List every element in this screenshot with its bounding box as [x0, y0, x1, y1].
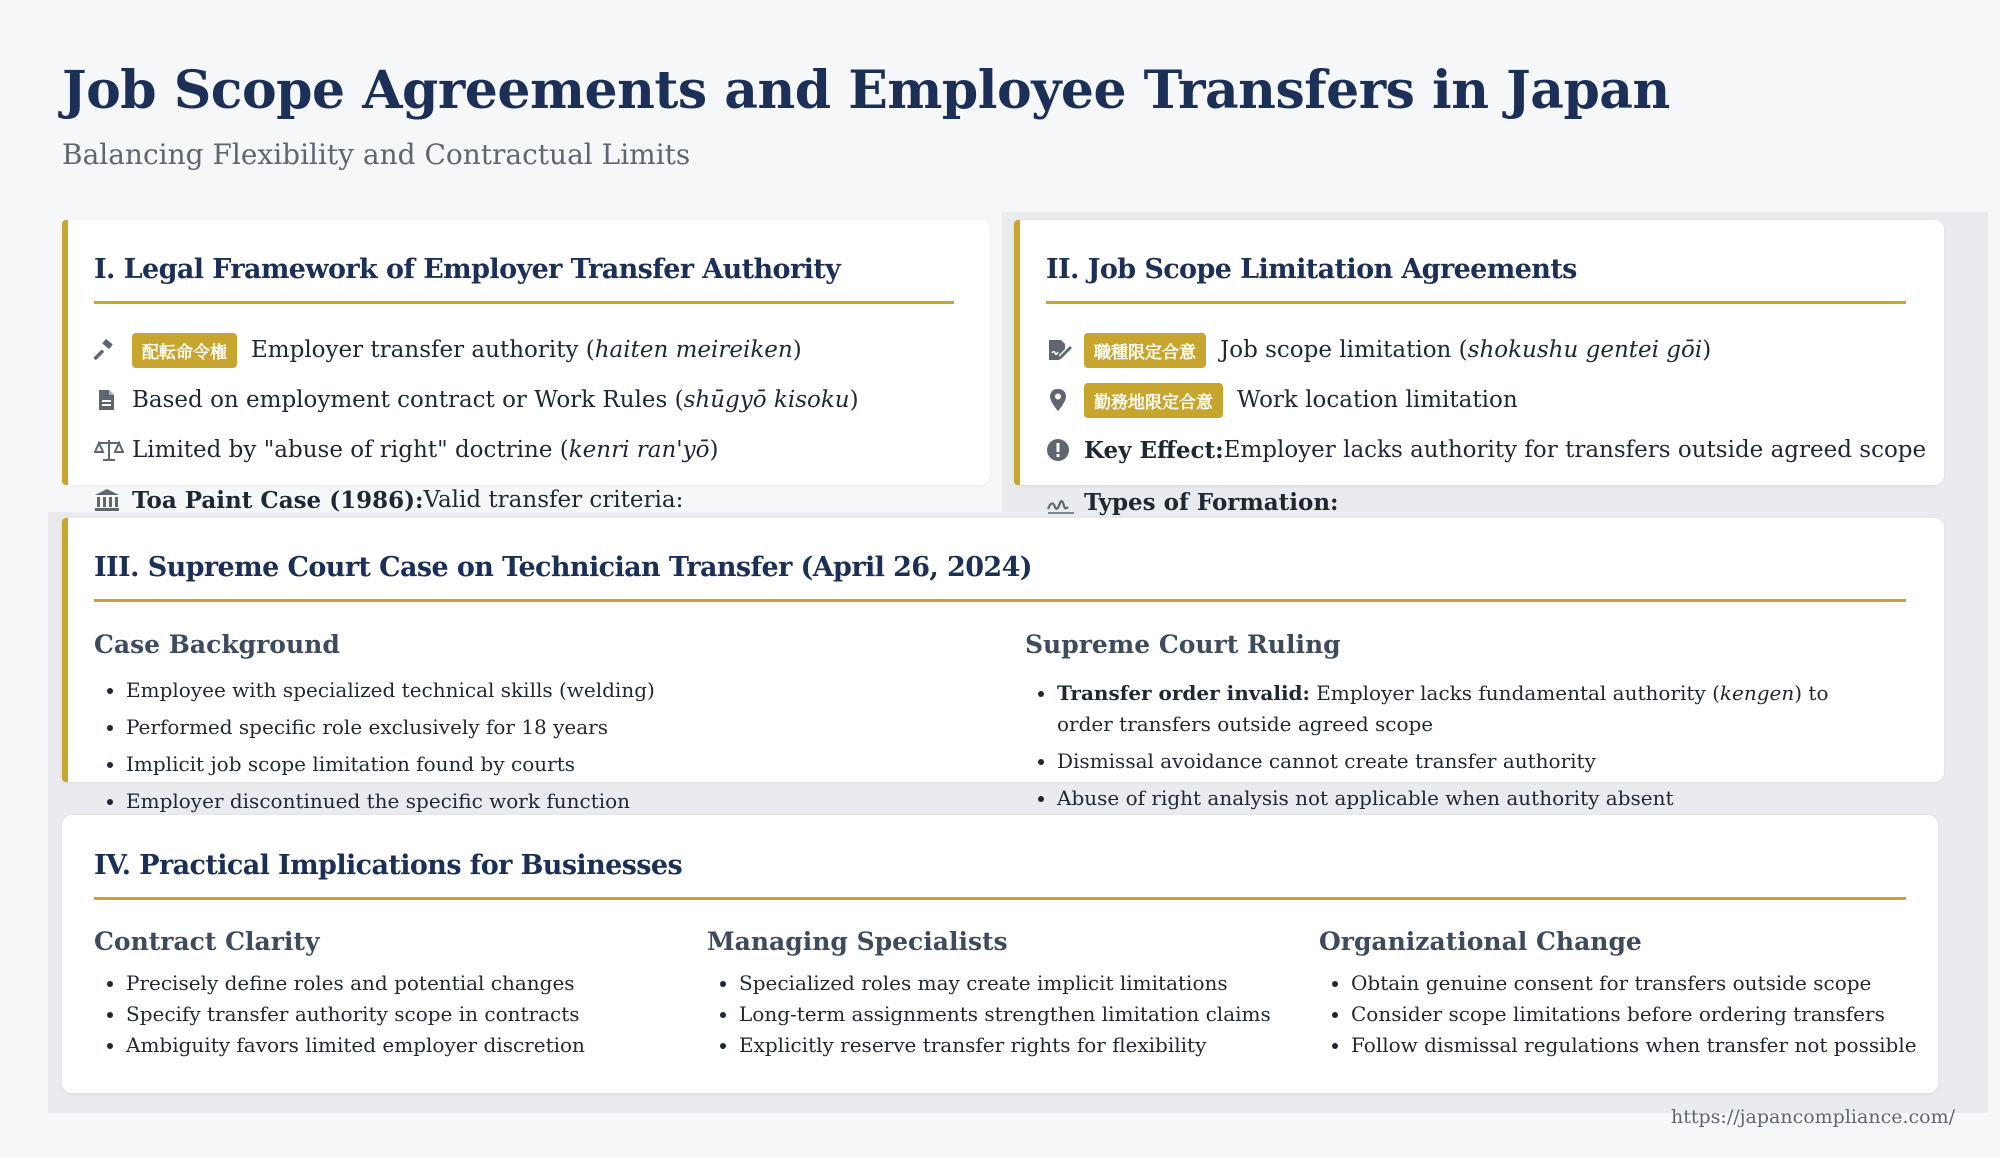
alert-icon	[1046, 438, 1070, 462]
legal-item-tail: )	[792, 337, 802, 363]
location-pin-icon	[1046, 388, 1070, 412]
section-job-scope-rule	[1046, 301, 1906, 304]
organizational-change-heading: Organizational Change	[1319, 927, 1642, 956]
gavel-icon	[94, 338, 118, 362]
list-item: • Implicit job scope limitation found by courts	[126, 752, 1006, 789]
legal-item-italic: shūgyō kisoku	[683, 387, 850, 413]
list-item: • Follow dismissal regulations when transfer not possible	[1351, 1030, 1971, 1061]
supreme-court-ruling-heading: Supreme Court Ruling	[1025, 630, 1341, 659]
section-practical-title: IV. Practical Implications for Businesses	[94, 850, 683, 881]
signature-icon	[1046, 490, 1070, 514]
scope-item-tail: )	[1702, 337, 1712, 363]
legal-item-tail: )	[709, 437, 719, 463]
footer-url-link[interactable]: https://japancompliance.com/	[1671, 1106, 1955, 1128]
list-item: • Dismissal avoidance cannot create transfer authority	[1057, 746, 1877, 777]
list-item: • Explicitly reserve transfer rights for flexibility	[739, 1030, 1339, 1061]
courthouse-icon	[94, 488, 118, 512]
legal-item-text: Valid transfer criteria:	[423, 487, 684, 513]
list-item: • Precisely define roles and potential changes	[126, 968, 716, 999]
legal-item-abuse-of-right	[94, 430, 718, 470]
list-item: • Specialized roles may create implicit limitations	[739, 968, 1339, 999]
document-icon	[94, 388, 118, 412]
scope-item-italic: shokushu gentei gōi	[1467, 337, 1703, 363]
section-supreme-court-title: III. Supreme Court Case on Technician Transfer (April 26, 2024)	[94, 552, 1032, 583]
legal-item-bold: Toa Paint Case (1986):	[132, 486, 424, 514]
section-job-scope-title: II. Job Scope Limitation Agreements	[1046, 254, 1577, 285]
ruling-bold: Transfer order invalid:	[1057, 681, 1310, 705]
managing-specialists-heading: Managing Specialists	[707, 927, 1008, 956]
legal-item-transfer-authority	[94, 330, 802, 370]
list-item: • Ambiguity favors limited employer discretion	[126, 1030, 716, 1061]
page-subtitle: Balancing Flexibility and Contractual Limits	[62, 138, 691, 171]
scope-item-text: Employer lacks authority for transfers outside agreed scope	[1223, 437, 1927, 463]
scope-item-job-limitation	[1046, 330, 1711, 370]
list-item: • Specify transfer authority scope in contracts	[126, 999, 716, 1030]
legal-item-text: Employer transfer authority (	[251, 337, 595, 363]
list-item	[1057, 678, 1877, 740]
legal-item-italic: haiten meireiken	[594, 337, 793, 363]
list-item: • Consider scope limitations before ordering transfers	[1351, 999, 1971, 1030]
badge-shokushu-gentei: 職種限定合意	[1084, 333, 1206, 368]
page-title: Job Scope Agreements and Employee Transfers in Japan	[62, 60, 1670, 121]
ruling-italic: kengen	[1719, 681, 1795, 705]
list-item: • Employer discontinued the specific work function	[126, 789, 1006, 826]
scope-item-text: Job scope limitation (	[1220, 337, 1468, 363]
managing-specialists-list	[707, 968, 1339, 1061]
scope-item-bold: Key Effect:	[1084, 436, 1224, 464]
legal-item-tail: )	[849, 387, 859, 413]
section-supreme-court-rule	[94, 599, 1906, 602]
scope-item-bold: Types of Formation:	[1084, 488, 1339, 516]
scope-item-text: Work location limitation	[1237, 387, 1518, 413]
organizational-change-list	[1319, 968, 1971, 1061]
list-item: • Abuse of right analysis not applicable when authority absent	[1057, 783, 1877, 814]
scale-icon	[94, 438, 118, 462]
legal-item-text: Limited by "abuse of right" doctrine (	[132, 437, 569, 463]
list-item: • Obtain genuine consent for transfers outside scope	[1351, 968, 1971, 999]
list-item: • Employee with specialized technical skills (welding)	[126, 678, 1006, 715]
badge-kinmuchi-gentei: 勤務地限定合意	[1084, 383, 1223, 418]
legal-item-italic: kenri ran'yō	[568, 437, 710, 463]
contract-sign-icon	[1046, 338, 1070, 362]
section-legal-framework-rule	[94, 301, 954, 304]
ruling-tail: ) to order transfers outside agreed scope	[1057, 681, 1829, 736]
legal-item-text: Based on employment contract or Work Rules (	[132, 387, 684, 413]
list-item: • Performed specific role exclusively for 18 years	[126, 715, 1006, 752]
legal-item-toa-paint-case	[94, 480, 683, 520]
scope-item-location-limitation	[1046, 380, 1518, 420]
case-background-heading: Case Background	[94, 630, 340, 659]
legal-item-contract-basis	[94, 380, 859, 420]
section-practical-rule	[94, 897, 1906, 900]
scope-item-key-effect	[1046, 430, 1926, 470]
section-legal-framework-title: I. Legal Framework of Employer Transfer Authority	[94, 254, 841, 285]
contract-clarity-list	[94, 968, 716, 1061]
badge-haiten-meireiken: 配転命令権	[132, 333, 237, 368]
scope-item-types-of-formation	[1046, 482, 1339, 522]
contract-clarity-heading: Contract Clarity	[94, 927, 320, 956]
list-item: • Long-term assignments strengthen limitation claims	[739, 999, 1339, 1030]
ruling-text: Employer lacks fundamental authority (	[1309, 681, 1720, 705]
